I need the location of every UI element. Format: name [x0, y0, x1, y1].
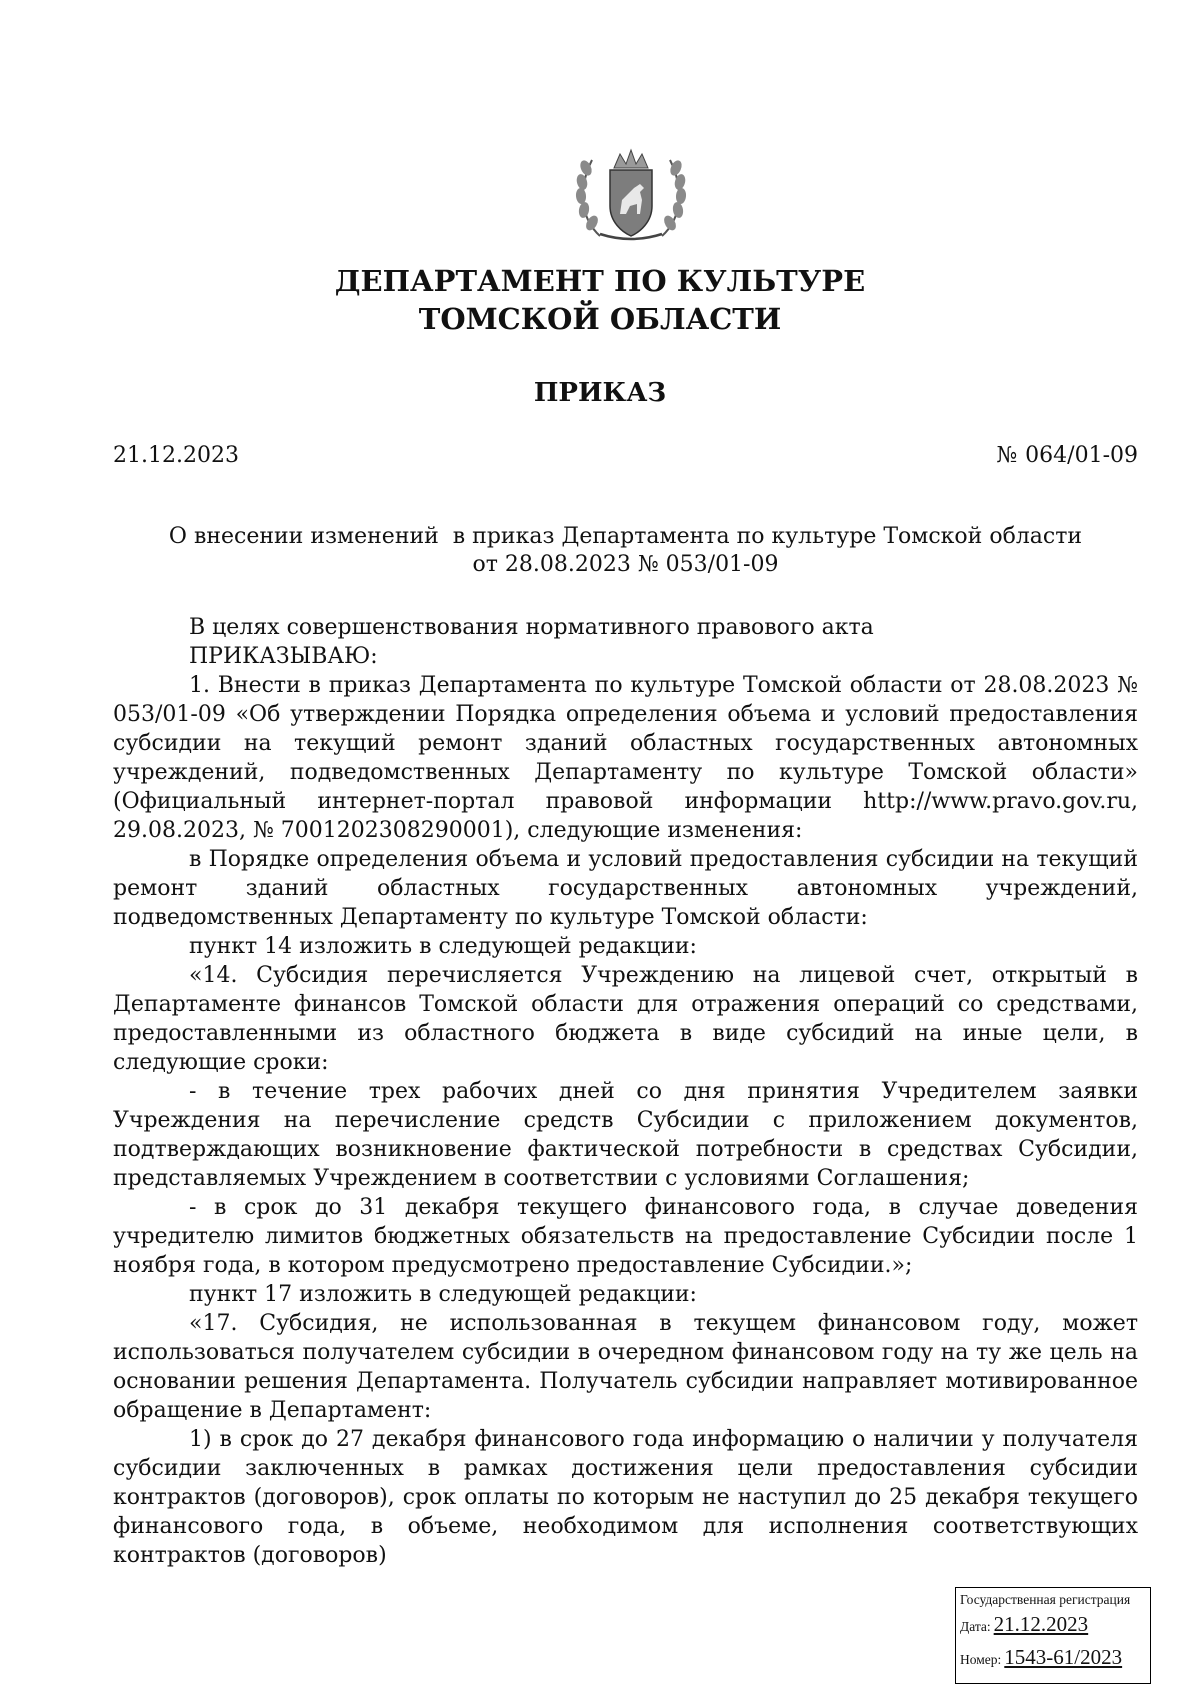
body-paragraph: «14. Субсидия перечисляется Учреждению на лицевой счет, открытый в Департаменте финансов Томской области для отражения операций со средствами, предоставленными из областного бюджета в виде субсидий на иные цели, в следующие сроки:: [113, 963, 1138, 1075]
number-sign: №: [996, 443, 1018, 468]
order-number: [996, 443, 1138, 469]
body-paragraph: ПРИКАЗЫВАЮ:: [189, 644, 378, 669]
body-paragraph: 1) в срок до 27 декабря финансового года информацию о наличии у получателя субсидии заключенных в рамках достижения цели предоставления субсидии контрактов (договоров), срок оплаты по которым не наступил до 25 декабря текущего финансового года, в объеме, необходимом для исполнения соответствующих контрактов (договоров): [113, 1427, 1138, 1568]
stamp-title: Государственная регистрация: [960, 1592, 1131, 1607]
subject-line1: О внесении изменений в приказ Департамента по культуре Томской области: [168, 524, 1083, 549]
order-date: 21.12.2023: [113, 443, 239, 468]
department-name-line2: ТОМСКОЙ ОБЛАСТИ: [418, 302, 782, 336]
document-header: [0, 262, 1200, 408]
body-paragraph: в Порядке определения объема и условий предоставления субсидии на текущий ремонт зданий областных государственных автономных учреждений, подведомственных Департаменту по культуре Томской области:: [113, 847, 1138, 930]
stamp-date-label: Дата:: [960, 1619, 991, 1634]
coat-of-arms-icon: [570, 148, 692, 244]
order-number-value: 064/01-09: [1025, 443, 1138, 468]
document-type-title: ПРИКАЗ: [533, 378, 667, 408]
body-paragraph: пункт 17 изложить в следующей редакции:: [189, 1282, 697, 1307]
order-subject: [113, 523, 1138, 578]
stamp-date-row: [960, 1609, 1146, 1639]
stamp-date-value: 21.12.2023: [993, 1612, 1089, 1636]
body-paragraph: «17. Субсидия, не использованная в текущем финансовом году, может использоваться получателем субсидии в очередном финансовом году на ту же цель на основании решения Департамента. Получатель субсидии направляет мотивированное обращение в Департамент:: [113, 1311, 1138, 1423]
subject-line2: от 28.08.2023 № 053/01-09: [472, 551, 779, 577]
stamp-number-row: [960, 1639, 1146, 1676]
body-paragraph: - в течение трех рабочих дней со дня принятия Учредителем заявки Учреждения на перечисление средств Субсидии с приложением документов, подтверждающих возникновение фактической потребности в средствах Субсидии, представляемых Учреждением в соответствии с условиями Соглашения;: [113, 1079, 1138, 1191]
department-name-line1: ДЕПАРТАМЕНТ ПО КУЛЬТУРЕ: [334, 264, 866, 298]
stamp-number-label: Номер:: [960, 1652, 1002, 1667]
state-registration-stamp: [955, 1587, 1151, 1684]
body-paragraph: пункт 14 изложить в следующей редакции:: [189, 934, 697, 959]
body-paragraph: - в срок до 31 декабря текущего финансового года, в случае доведения учредителю лимитов бюджетных обязательств на предоставление Субсидии после 1 ноября года, в котором предусмотрено предоставление Субсидии.»;: [113, 1195, 1138, 1278]
order-body: [113, 613, 1138, 1570]
body-paragraph: В целях совершенствования нормативного правового акта: [189, 615, 874, 640]
body-paragraph: 1. Внести в приказ Департамента по культуре Томской области от 28.08.2023 № 053/01-09 «Об утверждении Порядка определения объема и условий предоставления субсидии на текущий ремонт зданий областных государственных автономных учреждений, подведомственных Департаменту по культуре Томской области» (Официальный интернет-портал правовой информации http://www.pravo.gov.ru, 29.08.2023, № 7001202308290001), следующие изменения:: [113, 673, 1138, 843]
stamp-number-value: 1543-61/2023: [1004, 1645, 1123, 1669]
